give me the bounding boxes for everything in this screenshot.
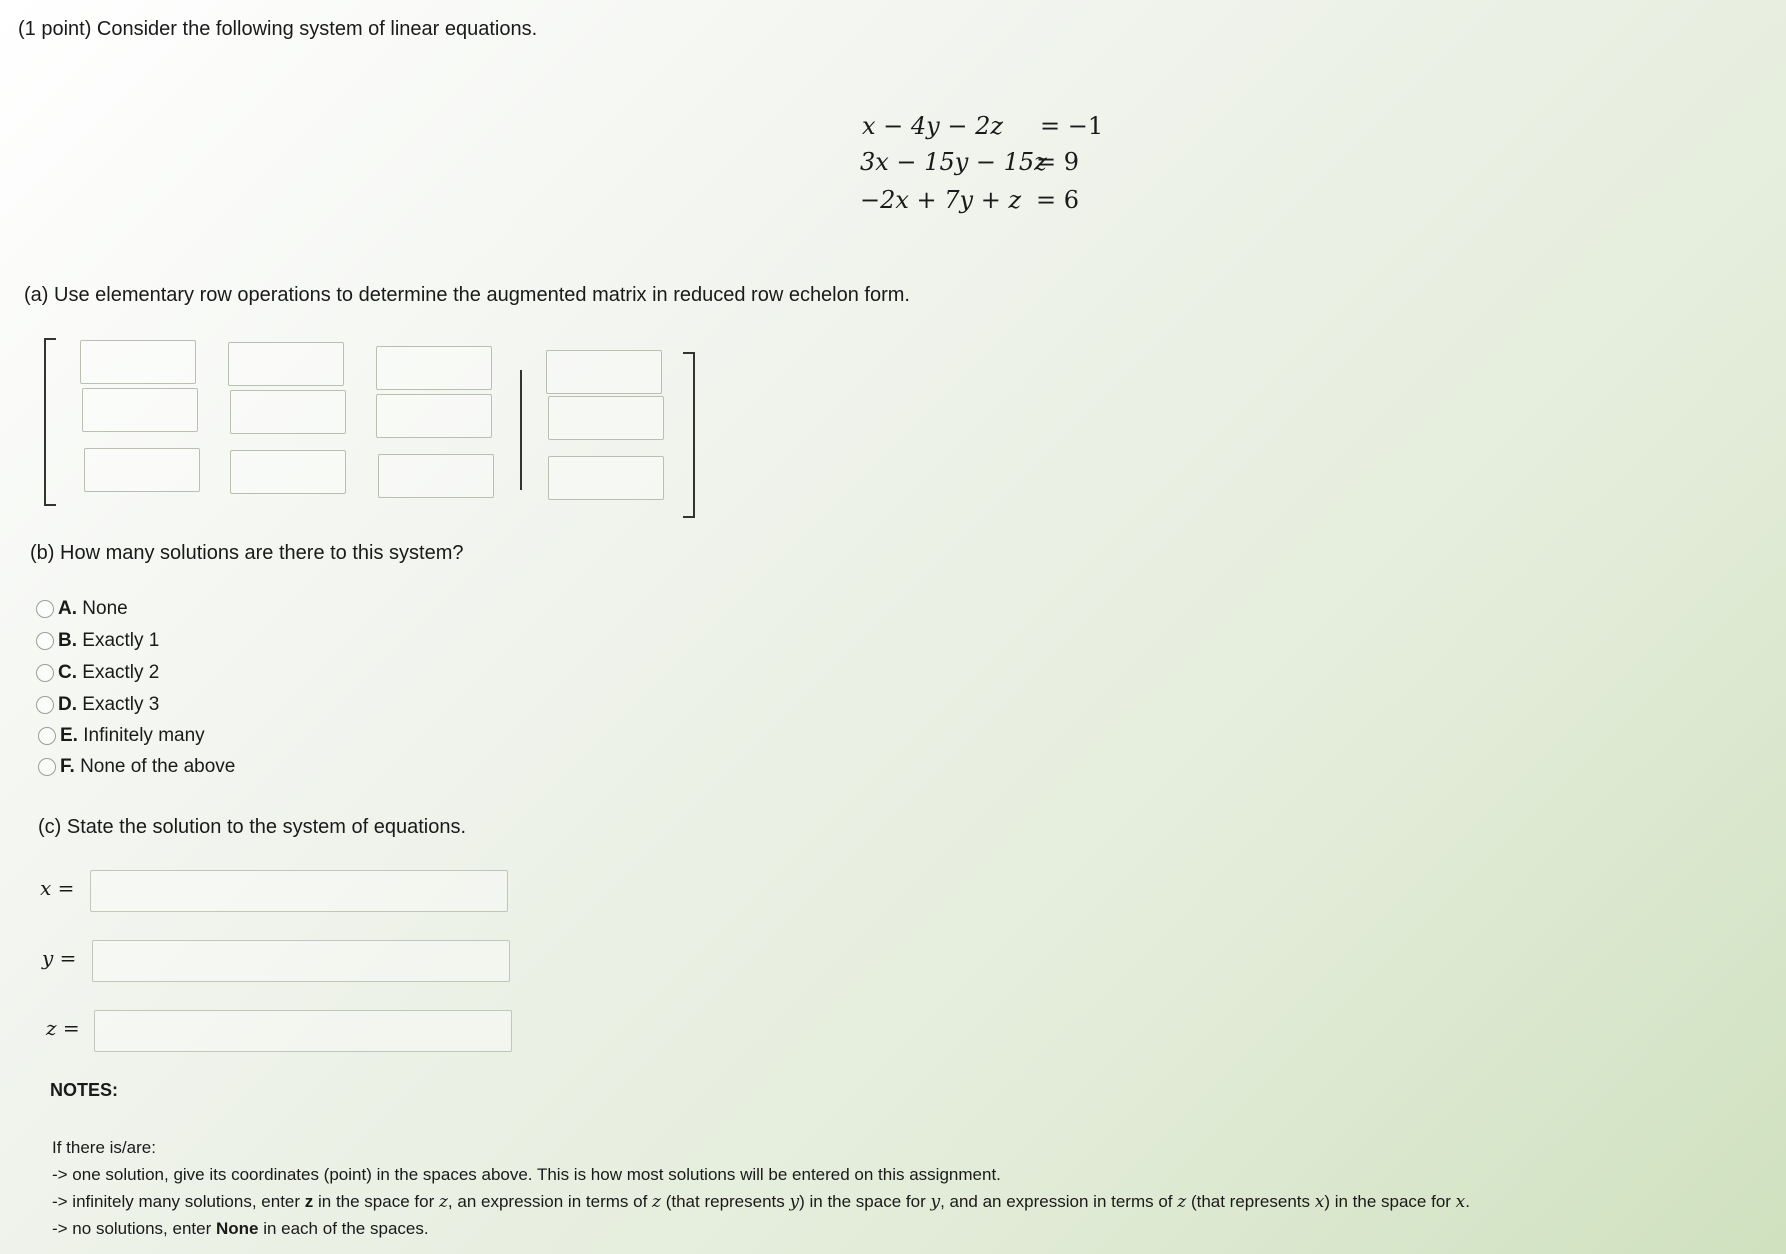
equation-2-lhs: 3x − 15y − 15z bbox=[860, 148, 1047, 176]
intro-text: (1 point) Consider the following system of linear equations. bbox=[18, 18, 538, 40]
part-b-text: (b) How many solutions are there to this system? bbox=[30, 542, 464, 564]
matrix-cell-r3c2[interactable] bbox=[230, 450, 346, 494]
radio-d[interactable] bbox=[36, 696, 54, 714]
equation-1-rhs: = −1 bbox=[1040, 112, 1104, 140]
x-label: x = bbox=[40, 876, 75, 900]
notes-heading: NOTES: bbox=[50, 1080, 119, 1100]
notes-line-one-solution: -> one solution, give its coordinates (point) in the spaces above. This is how most solutions will be entered on this assignment. bbox=[52, 1165, 1001, 1184]
notes-line-infinite: -> infinitely many solutions, enter z in the space for z, an expression in terms of z (that represents y) in the space for y, and an expression in terms of z (that represents x) in the space for x. bbox=[52, 1192, 1470, 1212]
choice-b[interactable]: B. Exactly 1 bbox=[36, 628, 159, 654]
radio-b[interactable] bbox=[36, 632, 54, 650]
matrix-cell-r2c4[interactable] bbox=[548, 396, 664, 440]
matrix-cell-r1c1[interactable] bbox=[80, 340, 196, 384]
radio-e[interactable] bbox=[38, 727, 56, 745]
matrix-cell-r3c4[interactable] bbox=[548, 456, 664, 500]
matrix-left-bracket bbox=[44, 338, 56, 506]
matrix-right-bracket bbox=[683, 352, 695, 518]
notes-line-no-solution: -> no solutions, enter None in each of the spaces. bbox=[52, 1219, 429, 1238]
equation-2-rhs: = 9 bbox=[1036, 148, 1080, 176]
matrix-cell-r1c3[interactable] bbox=[376, 346, 492, 390]
choice-f[interactable]: F. None of the above bbox=[38, 754, 235, 780]
part-a-text: (a) Use elementary row operations to determine the augmented matrix in reduced row echelon form. bbox=[24, 284, 910, 306]
matrix-cell-r2c2[interactable] bbox=[230, 390, 346, 434]
choice-e[interactable]: E. Infinitely many bbox=[38, 723, 205, 749]
z-label: z = bbox=[46, 1016, 80, 1040]
matrix-cell-r1c2[interactable] bbox=[228, 342, 344, 386]
matrix-cell-r3c3[interactable] bbox=[378, 454, 494, 498]
equation-3-rhs: = 6 bbox=[1036, 186, 1080, 214]
matrix-cell-r3c1[interactable] bbox=[84, 448, 200, 492]
z-input[interactable] bbox=[94, 1010, 512, 1052]
matrix-augment-divider bbox=[520, 370, 522, 490]
radio-c[interactable] bbox=[36, 664, 54, 682]
equation-1-lhs: x − 4y − 2z bbox=[862, 112, 1004, 140]
x-input[interactable] bbox=[90, 870, 508, 912]
choice-a[interactable]: A. None bbox=[36, 596, 128, 622]
y-label: y = bbox=[42, 946, 77, 970]
part-c-text: (c) State the solution to the system of equations. bbox=[38, 816, 467, 838]
matrix-cell-r1c4[interactable] bbox=[546, 350, 662, 394]
radio-a[interactable] bbox=[36, 600, 54, 618]
choice-c[interactable]: C. Exactly 2 bbox=[36, 660, 159, 686]
matrix-cell-r2c3[interactable] bbox=[376, 394, 492, 438]
notes-intro: If there is/are: bbox=[52, 1138, 156, 1157]
matrix-cell-r2c1[interactable] bbox=[82, 388, 198, 432]
y-input[interactable] bbox=[92, 940, 510, 982]
equation-3-lhs: −2x + 7y + z bbox=[860, 186, 1022, 214]
radio-f[interactable] bbox=[38, 758, 56, 776]
choice-d[interactable]: D. Exactly 3 bbox=[36, 692, 159, 718]
